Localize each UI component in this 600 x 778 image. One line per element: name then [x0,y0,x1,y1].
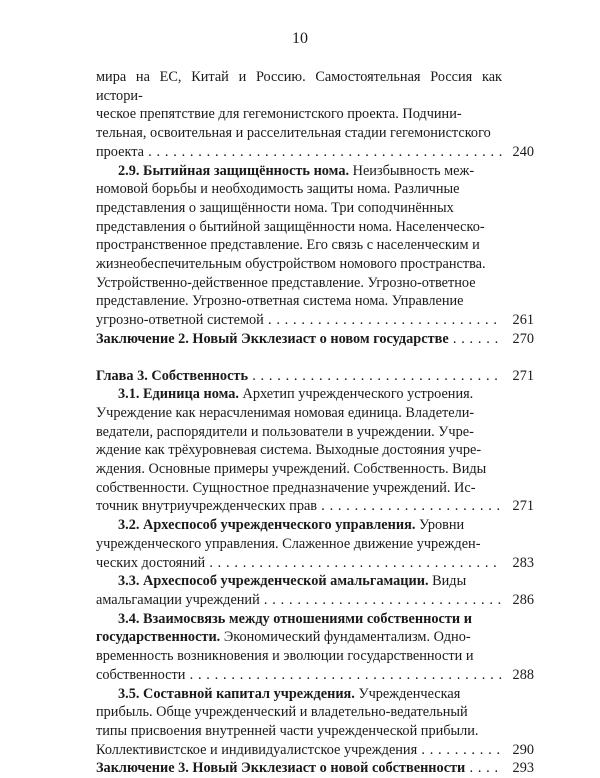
entry-page-number: 240 [512,143,534,160]
entry-title: 2.9. Бытийная защищённость нома. [118,162,350,179]
entry-text-last: собственности . . . [96,666,502,685]
toc-entry [96,759,534,778]
entry-text: Учрежденческая [354,685,461,702]
toc-entry [96,68,534,162]
entry-text: мира на ЕС, Китай и Россию. Самостоятельная Россия как истори- [96,69,502,104]
entry-text [96,685,502,704]
entry-page-number: 290 [512,741,534,758]
entry-text: пространственное представление. Его связь с населенческим и [96,237,480,254]
entry-text: временность возникновения и эволюции государственности и [96,648,474,665]
entry-page-number: 271 [512,498,534,515]
entry-page-number: 293 [512,760,534,777]
entry-page-number: 270 [512,330,534,347]
entry-text: Архетип учрежденческого устроения. [238,386,474,403]
entry-title: 3.1. Единица нома. [118,386,239,403]
toc-entry [96,367,534,386]
entry-text: прибыль. Обще учрежденческий и владетельно-ведательный [96,704,468,721]
entry-title [96,367,502,386]
entry-page-number: 271 [512,367,534,384]
table-of-contents [96,68,534,778]
entry-text: Устройственно-действенное представление. Угрозно-ответное [96,274,476,291]
toc-entry [96,162,534,330]
entry-text: типы присвоения внутренней части учрежденческой прибыли. [96,722,479,739]
toc-entry [96,516,534,572]
entry-page-number: 261 [512,312,534,329]
toc-entry [96,610,534,685]
entry-title [96,759,502,778]
toc-entry [96,685,534,760]
entry-text [96,610,502,629]
entry-title-cont: государственности. [96,629,221,646]
entry-page-number: 283 [512,554,534,571]
toc-entry [96,572,534,609]
entry-title-text: Заключение 3. Новый Экклезиаст о новой собственности [96,760,466,777]
spacer [96,349,534,367]
entry-text-last: точник внутриучрежденческих прав . . . [96,497,502,516]
entry-text: ведатели, распорядители и пользователи в учреждении. Учре- [96,423,474,440]
entry-text [96,572,502,591]
entry-text-last: ческих достояний . . . [96,554,502,573]
entry-title-text: Глава 3. Собственность [96,367,249,384]
entry-title: 3.4. Взаимосвязь между отношениями собственности и [118,610,472,627]
entry-text-last: угрозно-ответной системой . . . [96,311,502,330]
entry-text [96,162,502,181]
entry-text: тельная, освоительная и расселительная стадии гегемонистского [96,125,491,142]
entry-text [96,385,502,404]
entry-text: представления о защищённости нома. Три соподчинённых [96,199,454,216]
entry-text: Виды [428,573,467,590]
entry-text-last: амальгамации учреждений . . . [96,591,502,610]
toc-entry [96,330,534,349]
entry-text: ждение как трёхуровневая система. Выходные достояния учре- [96,442,482,459]
entry-text: Неизбывность меж- [349,162,475,179]
entry-title: 3.3. Археспособ учрежденческой амальгамации. [118,573,429,590]
entry-text [96,516,502,535]
toc-entry [96,385,534,516]
entry-text [96,628,502,647]
entry-title-text: Заключение 2. Новый Экклезиаст о новом государстве [96,330,449,347]
entry-text-last: проекта . . . [96,143,502,162]
entry-page-number: 286 [512,591,534,608]
entry-title: 3.5. Составной капитал учреждения. [118,685,355,702]
entry-text-last: Коллективистское и индивидуалистское учреждения . . . [96,741,502,760]
entry-text: номовой борьбы и необходимость защиты нома. Различные [96,181,460,198]
entry-title: 3.2. Археспособ учрежденческого управления. [118,517,416,534]
entry-text: ждения. Основные примеры учреждений. Собственность. Виды [96,461,487,478]
entry-title [96,330,502,349]
entry-text: собственности. Сущностное предназначение учреждений. Ис- [96,479,476,496]
entry-text: Экономический фундаментализм. Одно- [223,629,471,646]
entry-text: ческое препятствие для гегемонистского проекта. Подчини- [96,106,462,123]
entry-text: учрежденческого управления. Слаженное движение учрежден- [96,535,481,552]
entry-text: Учреждение как нерасчленимая номовая единица. Владетели- [96,404,475,421]
entry-text: жизнеобеспечительным обустройством номового пространства. [96,256,486,273]
page-number: 10 [292,30,308,47]
entry-text: Уровни [415,517,465,534]
entry-text: представление. Угрозно-ответная система нома. Управление [96,293,464,310]
entry-text: представления о бытийной защищённости нома. Населенческо- [96,218,485,235]
entry-page-number: 288 [512,666,534,683]
